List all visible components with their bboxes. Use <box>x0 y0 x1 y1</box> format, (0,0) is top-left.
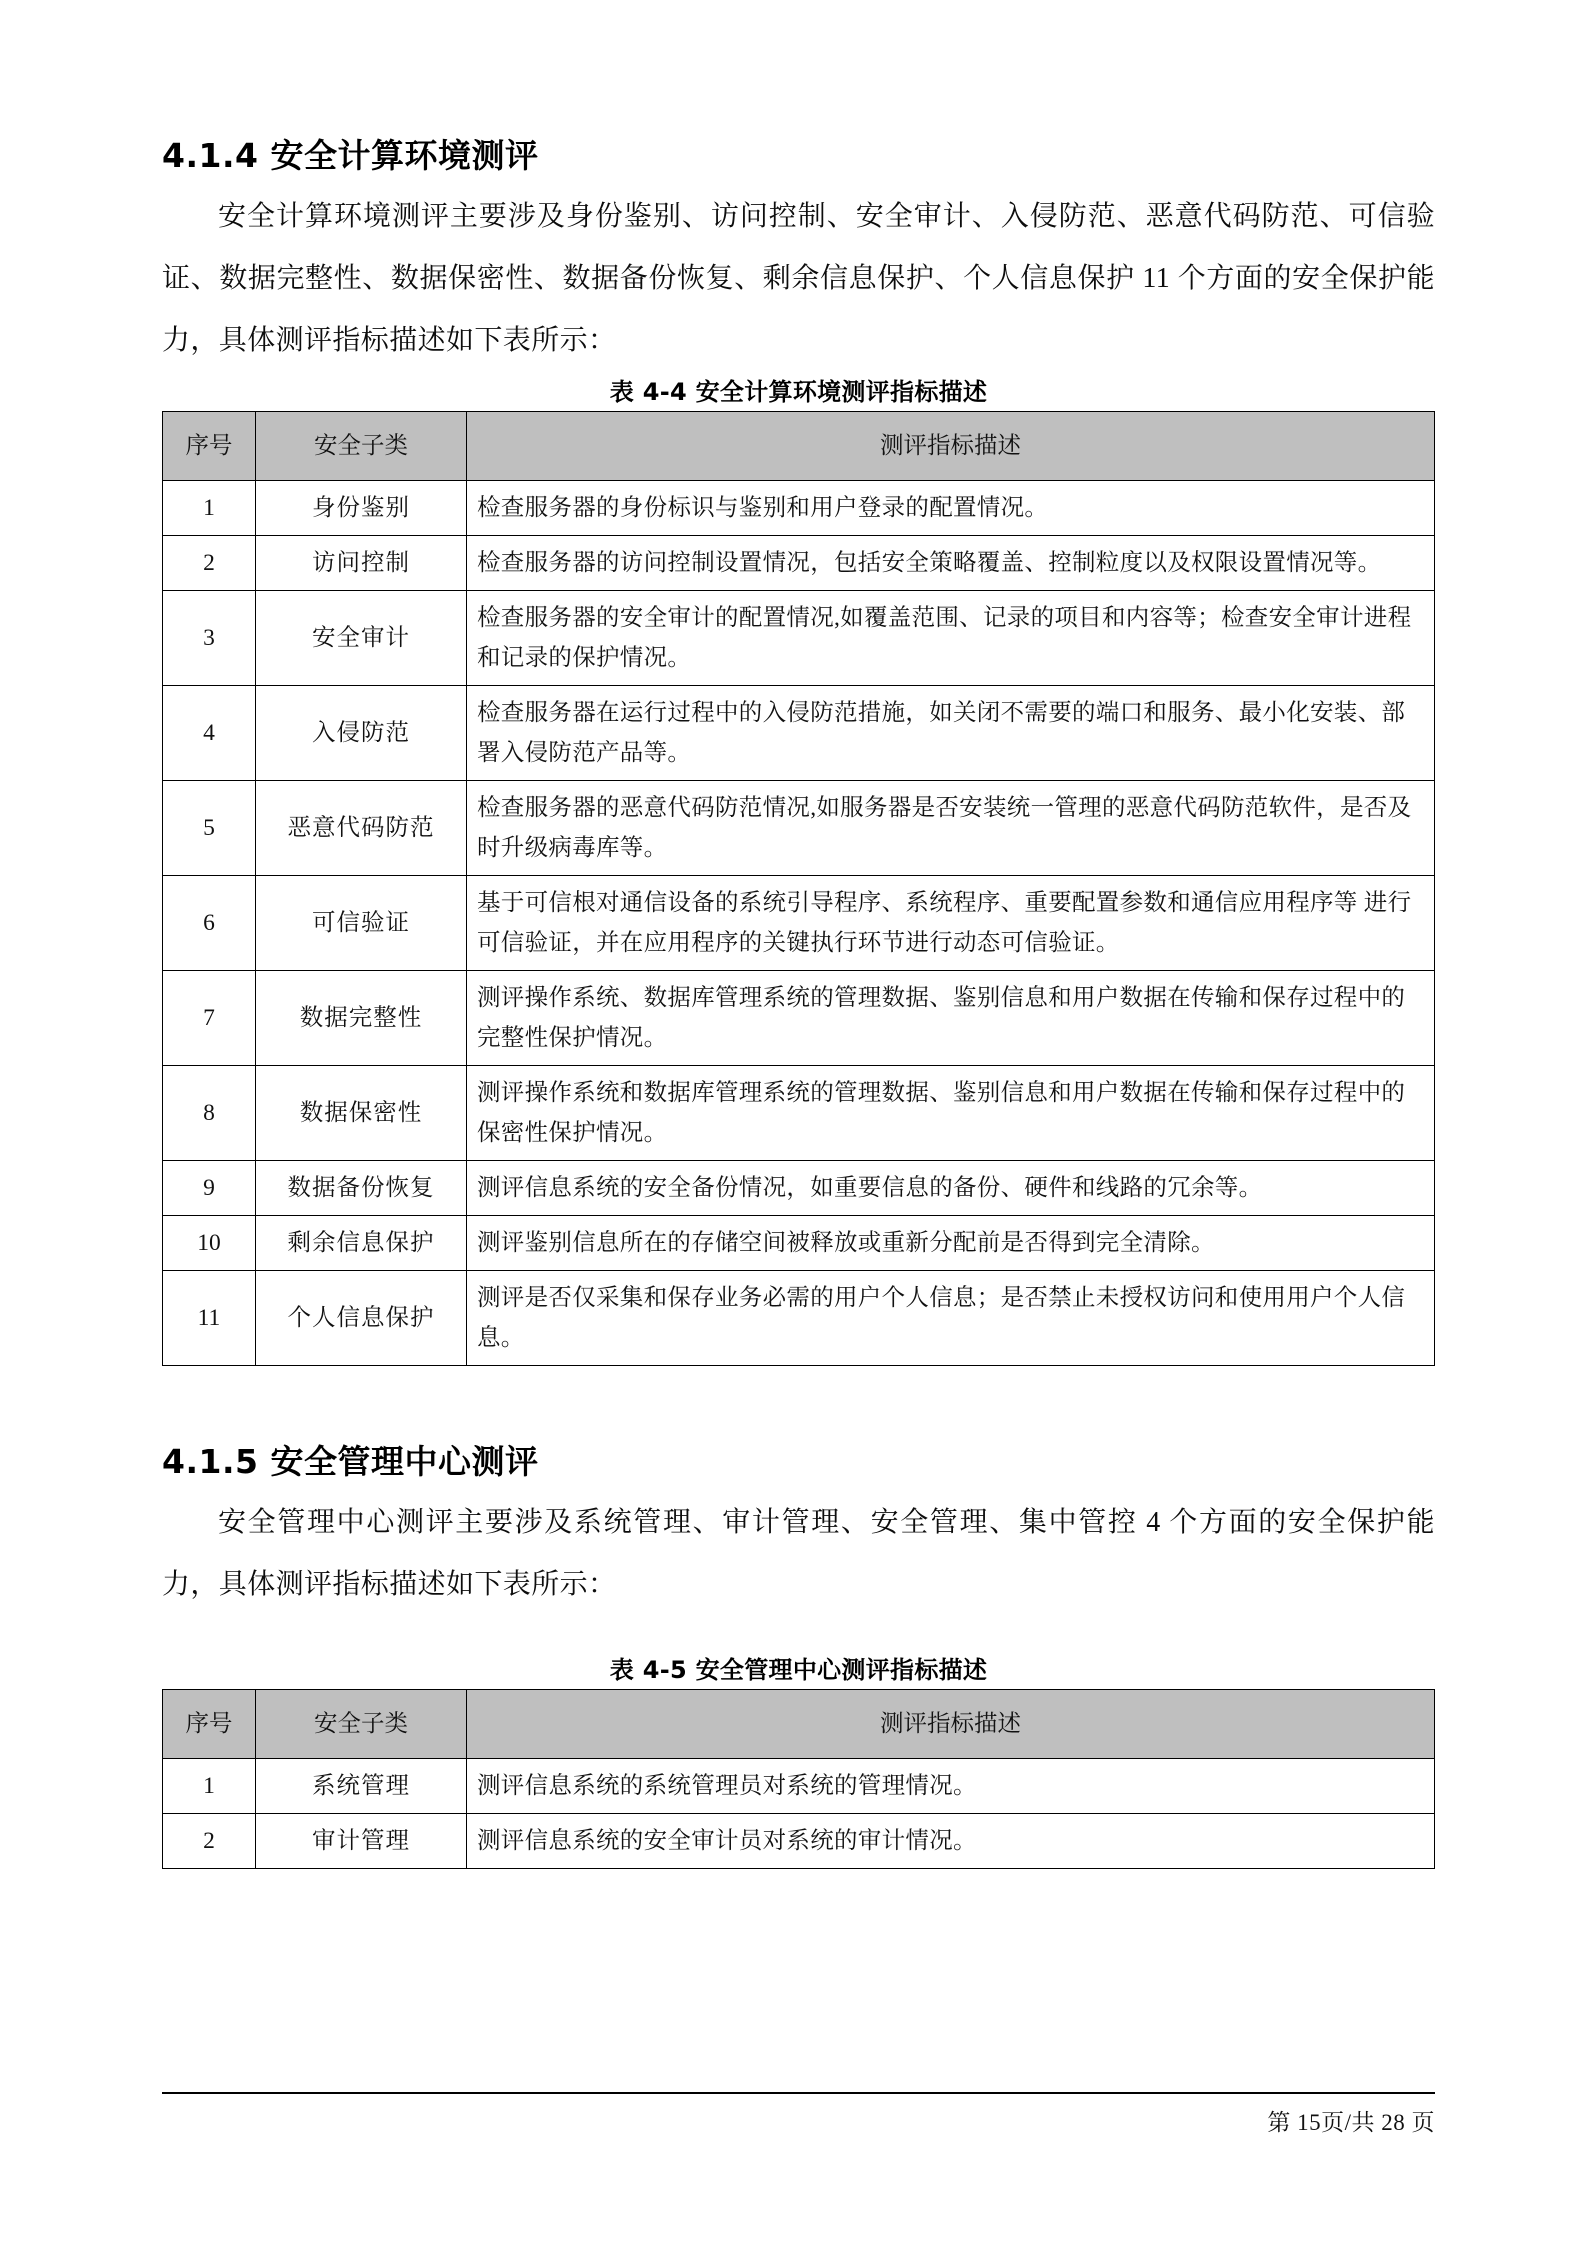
table-row <box>163 480 1435 535</box>
cell-description: 检查服务器的身份标识与鉴别和用户登录的配置情况。 <box>467 480 1435 535</box>
cell-no: 2 <box>163 1813 256 1868</box>
cell-no: 7 <box>163 970 256 1065</box>
cell-description: 检查服务器的访问控制设置情况，包括安全策略覆盖、控制粒度以及权限设置情况等。 <box>467 535 1435 590</box>
footer-divider <box>162 2092 1435 2094</box>
cell-no: 6 <box>163 875 256 970</box>
cell-description: 基于可信根对通信设备的系统引导程序、系统程序、重要配置参数和通信应用程序等 进行可信验证，并在应用程序的关键执行环节进行动态可信验证。 <box>467 875 1435 970</box>
vertical-spacer <box>162 1366 1435 1438</box>
column-header-no: 序号 <box>163 1689 256 1758</box>
table-row <box>163 1065 1435 1160</box>
cell-description: 检查服务器的安全审计的配置情况,如覆盖范围、记录的项目和内容等；检查安全审计进程和记录的保护情况。 <box>467 590 1435 685</box>
cell-subclass: 安全审计 <box>256 590 467 685</box>
table-row <box>163 1813 1435 1868</box>
cell-description: 测评是否仅采集和保存业务必需的用户个人信息；是否禁止未授权访问和使用用户个人信息。 <box>467 1270 1435 1365</box>
cell-description: 测评信息系统的系统管理员对系统的管理情况。 <box>467 1758 1435 1813</box>
cell-no: 8 <box>163 1065 256 1160</box>
cell-subclass: 系统管理 <box>256 1758 467 1813</box>
table-4-5-body <box>163 1758 1435 1868</box>
section-414-intro-paragraph: 安全计算环境测评主要涉及身份鉴别、访问控制、安全审计、入侵防范、恶意代码防范、可信验证、数据完整性、数据保密性、数据备份恢复、剩余信息保护、个人信息保护 11 个方面的安全保护能力，具体测评指标描述如下表所示： <box>162 200 1435 356</box>
cell-description: 测评鉴别信息所在的存储空间被释放或重新分配前是否得到完全清除。 <box>467 1215 1435 1270</box>
table-row <box>163 875 1435 970</box>
cell-description: 测评操作系统和数据库管理系统的管理数据、鉴别信息和用户数据在传输和保存过程中的保密性保护情况。 <box>467 1065 1435 1160</box>
table-4-4-body <box>163 480 1435 1365</box>
column-header-subclass: 安全子类 <box>256 1689 467 1758</box>
cell-subclass: 数据完整性 <box>256 970 467 1065</box>
cell-subclass: 恶意代码防范 <box>256 780 467 875</box>
section-heading-414: 4.1.4 安全计算环境测评 <box>162 136 539 175</box>
cell-no: 5 <box>163 780 256 875</box>
column-header-subclass: 安全子类 <box>256 411 467 480</box>
cell-description: 检查服务器的恶意代码防范情况,如服务器是否安装统一管理的恶意代码防范软件，是否及时升级病毒库等。 <box>467 780 1435 875</box>
cell-subclass: 个人信息保护 <box>256 1270 467 1365</box>
column-header-description: 测评指标描述 <box>467 411 1435 480</box>
cell-description: 检查服务器在运行过程中的入侵防范措施，如关闭不需要的端口和服务、最小化安装、部署入侵防范产品等。 <box>467 685 1435 780</box>
cell-no: 10 <box>163 1215 256 1270</box>
section-heading-415: 4.1.5 安全管理中心测评 <box>162 1441 539 1481</box>
cell-no: 1 <box>163 480 256 535</box>
cell-description: 测评操作系统、数据库管理系统的管理数据、鉴别信息和用户数据在传输和保存过程中的完整性保护情况。 <box>467 970 1435 1065</box>
cell-description: 测评信息系统的安全审计员对系统的审计情况。 <box>467 1813 1435 1868</box>
cell-subclass: 可信验证 <box>256 875 467 970</box>
table-header-row <box>163 411 1435 480</box>
cell-subclass: 入侵防范 <box>256 685 467 780</box>
page-footer <box>162 2092 1435 2137</box>
cell-subclass: 数据保密性 <box>256 1065 467 1160</box>
table-4-4-caption: 表 4-4 安全计算环境测评指标描述 <box>609 377 988 406</box>
table-row <box>163 1215 1435 1270</box>
table-4-5-caption: 表 4-5 安全管理中心测评指标描述 <box>609 1655 988 1684</box>
section-415-intro-paragraph: 安全管理中心测评主要涉及系统管理、审计管理、安全管理、集中管控 4 个方面的安全保护能力，具体测评指标描述如下表所示： <box>162 1506 1435 1600</box>
vertical-spacer <box>162 1616 1435 1650</box>
table-4-5-block <box>162 1650 1435 1869</box>
table-row <box>163 535 1435 590</box>
cell-no: 1 <box>163 1758 256 1813</box>
page-number-label: 第 15页/共 28 页 <box>1267 2110 1435 2135</box>
cell-description: 测评信息系统的安全备份情况，如重要信息的备份、硬件和线路的冗余等。 <box>467 1160 1435 1215</box>
column-header-description: 测评指标描述 <box>467 1689 1435 1758</box>
table-row <box>163 1758 1435 1813</box>
cell-no: 3 <box>163 590 256 685</box>
cell-no: 4 <box>163 685 256 780</box>
table-4-4-head <box>163 411 1435 480</box>
table-row <box>163 590 1435 685</box>
table-row <box>163 1270 1435 1365</box>
table-row <box>163 780 1435 875</box>
cell-subclass: 身份鉴别 <box>256 480 467 535</box>
table-row <box>163 970 1435 1065</box>
cell-no: 11 <box>163 1270 256 1365</box>
cell-no: 9 <box>163 1160 256 1215</box>
column-header-no: 序号 <box>163 411 256 480</box>
table-header-row <box>163 1689 1435 1758</box>
table-4-4-block <box>162 372 1435 1366</box>
cell-no: 2 <box>163 535 256 590</box>
table-row <box>163 685 1435 780</box>
cell-subclass: 数据备份恢复 <box>256 1160 467 1215</box>
table-row <box>163 1160 1435 1215</box>
cell-subclass: 剩余信息保护 <box>256 1215 467 1270</box>
cell-subclass: 访问控制 <box>256 535 467 590</box>
cell-subclass: 审计管理 <box>256 1813 467 1868</box>
table-4-5-head <box>163 1689 1435 1758</box>
table-4-5 <box>162 1689 1435 1869</box>
table-4-4 <box>162 411 1435 1366</box>
